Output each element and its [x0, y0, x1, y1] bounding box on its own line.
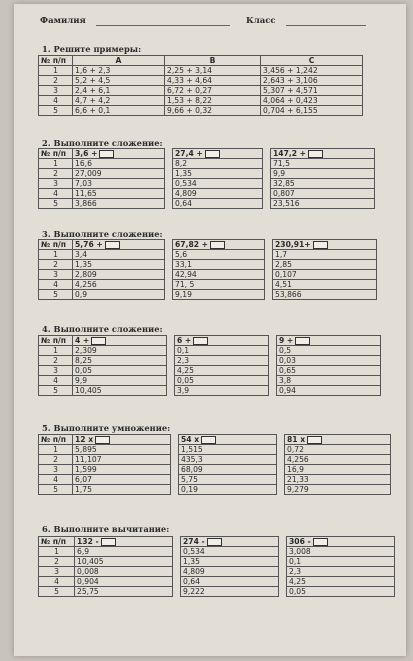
- table-cell: 3,866: [73, 199, 165, 209]
- table-cell: 23,516: [271, 199, 375, 209]
- table-cell: 1,35: [173, 169, 263, 179]
- table-cell: 2,309: [73, 346, 167, 356]
- row-number: 5: [39, 199, 73, 209]
- row-number: 2: [39, 76, 73, 86]
- row-number: 5: [39, 106, 73, 116]
- table-cell: 9,9: [271, 169, 375, 179]
- table-cell: 1,599: [73, 465, 171, 475]
- table-cell: 0,05: [287, 587, 395, 597]
- section-2-title: 2. Выполните сложение:: [42, 138, 163, 148]
- table-cell: 1,35: [181, 557, 279, 567]
- row-number: 5: [39, 386, 73, 396]
- table-cell: 0,1: [175, 346, 269, 356]
- row-number: 5: [39, 290, 73, 300]
- worksheet-header: [40, 16, 400, 32]
- table-cell: 11,107: [73, 455, 171, 465]
- table-cell: 4,256: [285, 455, 391, 465]
- num-header: № п/п: [39, 537, 75, 547]
- table-cell: 4,33 + 4,64: [165, 76, 261, 86]
- row-number: 2: [39, 557, 75, 567]
- table-row: [39, 445, 391, 455]
- answer-box[interactable]: [313, 241, 328, 249]
- table-row: [39, 366, 381, 376]
- table-cell: 0,1: [287, 557, 395, 567]
- answer-box[interactable]: [101, 538, 116, 546]
- row-number: 1: [39, 66, 73, 76]
- worksheet-page: [14, 4, 406, 656]
- answer-box[interactable]: [95, 436, 110, 444]
- table-cell: 4,809: [181, 567, 279, 577]
- table-row: [39, 159, 375, 169]
- num-header: № п/п: [39, 435, 73, 445]
- column-header-3: 9 +: [277, 336, 381, 346]
- answer-box[interactable]: [207, 538, 222, 546]
- table-cell: 5,6: [173, 250, 265, 260]
- row-number: 3: [39, 567, 75, 577]
- table-row: [39, 577, 395, 587]
- answer-box[interactable]: [105, 241, 120, 249]
- table-cell: 6,72 + 0,27: [165, 86, 261, 96]
- table-row: [39, 485, 391, 495]
- row-number: 3: [39, 270, 73, 280]
- table-row: [39, 587, 395, 597]
- table-cell: 0,94: [277, 386, 381, 396]
- table-cell: 21,33: [285, 475, 391, 485]
- row-number: 5: [39, 485, 73, 495]
- table-cell: 0,05: [73, 366, 167, 376]
- row-number: 1: [39, 346, 73, 356]
- table-cell: 11,65: [73, 189, 165, 199]
- answer-box[interactable]: [205, 150, 220, 158]
- table-cell: 0,5: [277, 346, 381, 356]
- table-cell: 53,866: [273, 290, 377, 300]
- table-row: [39, 290, 377, 300]
- table-cell: 4,25: [287, 577, 395, 587]
- table-row: [39, 76, 363, 86]
- answer-box[interactable]: [295, 337, 310, 345]
- table-cell: 2,25 + 3,14: [165, 66, 261, 76]
- num-header: № п/п: [39, 149, 73, 159]
- table-cell: 0,904: [75, 577, 173, 587]
- section-4-title: 4. Выполните сложение:: [42, 324, 163, 334]
- table-row: [39, 376, 381, 386]
- table-row: [39, 547, 395, 557]
- table-row: [39, 86, 363, 96]
- table-cell: 435,3: [179, 455, 277, 465]
- row-number: 1: [39, 250, 73, 260]
- section-3-table: [38, 239, 377, 300]
- section-2-table: [38, 148, 375, 209]
- answer-box[interactable]: [210, 241, 225, 249]
- table-cell: 0,64: [181, 577, 279, 587]
- table-row: [39, 346, 381, 356]
- table-cell: 3,8: [277, 376, 381, 386]
- column-header-3: 230,91+: [273, 240, 377, 250]
- table-cell: 6,6 + 0,1: [73, 106, 165, 116]
- table-row: [39, 567, 395, 577]
- table-cell: 10,405: [75, 557, 173, 567]
- answer-box[interactable]: [313, 538, 328, 546]
- table-row: [39, 475, 391, 485]
- table-cell: 1,35: [73, 260, 165, 270]
- row-number: 1: [39, 445, 73, 455]
- table-cell: 1,53 + 8,22: [165, 96, 261, 106]
- table-cell: 9,222: [181, 587, 279, 597]
- table-cell: 5,895: [73, 445, 171, 455]
- column-header-2: 27,4 +: [173, 149, 263, 159]
- section-4-table: [38, 335, 381, 396]
- table-cell: 25,75: [75, 587, 173, 597]
- table-cell: 3,008: [287, 547, 395, 557]
- section-1-title: 1. Решите примеры:: [42, 44, 142, 54]
- table-cell: 0,107: [273, 270, 377, 280]
- table-row: [39, 465, 391, 475]
- table-cell: 0,19: [179, 485, 277, 495]
- table-cell: 8,2: [173, 159, 263, 169]
- answer-box[interactable]: [201, 436, 216, 444]
- table-row: [39, 270, 377, 280]
- row-number: 4: [39, 280, 73, 290]
- table-cell: 4,256: [73, 280, 165, 290]
- column-header-b: B: [165, 56, 261, 66]
- row-number: 5: [39, 587, 75, 597]
- table-cell: 6,9: [75, 547, 173, 557]
- row-number: 2: [39, 356, 73, 366]
- column-header-2: 274 -: [181, 537, 279, 547]
- surname-label: Фамилия: [40, 16, 86, 26]
- num-header: № п/п: [39, 56, 73, 66]
- surname-field[interactable]: [96, 25, 230, 26]
- table-cell: 2,85: [273, 260, 377, 270]
- row-number: 3: [39, 86, 73, 96]
- table-cell: 2,3: [287, 567, 395, 577]
- section-6-title: 6. Выполните вычитание:: [42, 524, 170, 534]
- table-row: [39, 169, 375, 179]
- num-header: № п/п: [39, 336, 73, 346]
- table-cell: 9,19: [173, 290, 265, 300]
- row-number: 1: [39, 159, 73, 169]
- table-row: [39, 386, 381, 396]
- table-cell: 2,4 + 6,1: [73, 86, 165, 96]
- column-header-1: 5,76 +: [73, 240, 165, 250]
- num-header: № п/п: [39, 240, 73, 250]
- table-cell: 5,75: [179, 475, 277, 485]
- table-cell: 32,85: [271, 179, 375, 189]
- table-cell: 33,1: [173, 260, 265, 270]
- row-number: 2: [39, 455, 73, 465]
- table-cell: 5,2 + 4,5: [73, 76, 165, 86]
- table-cell: 5,307 + 4,571: [261, 86, 363, 96]
- table-cell: 9,66 + 0,32: [165, 106, 261, 116]
- table-cell: 9,279: [285, 485, 391, 495]
- answer-box[interactable]: [91, 337, 106, 345]
- table-row: [39, 260, 377, 270]
- table-cell: 1,75: [73, 485, 171, 495]
- table-cell: 4,25: [175, 366, 269, 376]
- table-row: [39, 455, 391, 465]
- table-cell: 0,534: [173, 179, 263, 189]
- section-5-title: 5. Выполните умножение:: [42, 423, 171, 433]
- table-row: [39, 189, 375, 199]
- table-cell: 1,6 + 2,3: [73, 66, 165, 76]
- column-header-3: 147,2 +: [271, 149, 375, 159]
- row-number: 4: [39, 189, 73, 199]
- table-cell: 0,03: [277, 356, 381, 366]
- answer-box[interactable]: [99, 150, 114, 158]
- column-header-2: 6 +: [175, 336, 269, 346]
- section-5-table: [38, 434, 391, 495]
- section-6-table: [38, 536, 395, 597]
- column-header-a: A: [73, 56, 165, 66]
- table-cell: 9,9: [73, 376, 167, 386]
- table-cell: 0,807: [271, 189, 375, 199]
- row-number: 4: [39, 577, 75, 587]
- table-cell: 3,456 + 1,242: [261, 66, 363, 76]
- table-row: [39, 356, 381, 366]
- column-header-1: 12 x: [73, 435, 171, 445]
- table-cell: 1,7: [273, 250, 377, 260]
- table-cell: 0,008: [75, 567, 173, 577]
- row-number: 3: [39, 179, 73, 189]
- table-cell: 1,515: [179, 445, 277, 455]
- table-cell: 3,4: [73, 250, 165, 260]
- table-row: [39, 250, 377, 260]
- table-cell: 16,6: [73, 159, 165, 169]
- answer-box[interactable]: [193, 337, 208, 345]
- table-row: [39, 280, 377, 290]
- table-cell: 0,05: [175, 376, 269, 386]
- table-cell: 0,65: [277, 366, 381, 376]
- column-header-1: 4 +: [73, 336, 167, 346]
- table-cell: 0,534: [181, 547, 279, 557]
- table-cell: 27,009: [73, 169, 165, 179]
- table-cell: 0,64: [173, 199, 263, 209]
- table-cell: 2,643 + 3,106: [261, 76, 363, 86]
- table-cell: 71,5: [271, 159, 375, 169]
- column-header-2: 54 x: [179, 435, 277, 445]
- table-cell: 42,94: [173, 270, 265, 280]
- row-number: 3: [39, 366, 73, 376]
- row-number: 4: [39, 376, 73, 386]
- table-cell: 16,9: [285, 465, 391, 475]
- section-1-table: [38, 55, 363, 116]
- answer-box[interactable]: [308, 150, 323, 158]
- class-label: Класс: [246, 16, 276, 26]
- table-cell: 7,03: [73, 179, 165, 189]
- table-row: [39, 557, 395, 567]
- column-header-c: C: [261, 56, 363, 66]
- column-header-3: 306 -: [287, 537, 395, 547]
- section-3-title: 3. Выполните сложение:: [42, 229, 163, 239]
- table-cell: 4,7 + 4,2: [73, 96, 165, 106]
- row-number: 3: [39, 465, 73, 475]
- table-cell: 3,9: [175, 386, 269, 396]
- table-cell: 0,704 + 6,155: [261, 106, 363, 116]
- row-number: 4: [39, 96, 73, 106]
- table-cell: 2,809: [73, 270, 165, 280]
- table-cell: 4,064 + 0,423: [261, 96, 363, 106]
- answer-box[interactable]: [307, 436, 322, 444]
- row-number: 2: [39, 169, 73, 179]
- row-number: 4: [39, 475, 73, 485]
- table-row: [39, 179, 375, 189]
- table-cell: 6,07: [73, 475, 171, 485]
- table-cell: 71, 5: [173, 280, 265, 290]
- table-cell: 4,809: [173, 189, 263, 199]
- column-header-1: 3,6 +: [73, 149, 165, 159]
- table-row: [39, 106, 363, 116]
- table-row: [39, 96, 363, 106]
- table-cell: 8,25: [73, 356, 167, 366]
- table-cell: 68,09: [179, 465, 277, 475]
- class-field[interactable]: [286, 25, 366, 26]
- table-cell: 0,9: [73, 290, 165, 300]
- row-number: 1: [39, 547, 75, 557]
- table-cell: 10,405: [73, 386, 167, 396]
- table-cell: 0,72: [285, 445, 391, 455]
- table-row: [39, 66, 363, 76]
- column-header-3: 81 x: [285, 435, 391, 445]
- table-cell: 4,51: [273, 280, 377, 290]
- column-header-2: 67,82 +: [173, 240, 265, 250]
- column-header-1: 132 -: [75, 537, 173, 547]
- row-number: 2: [39, 260, 73, 270]
- table-row: [39, 199, 375, 209]
- table-cell: 2,3: [175, 356, 269, 366]
